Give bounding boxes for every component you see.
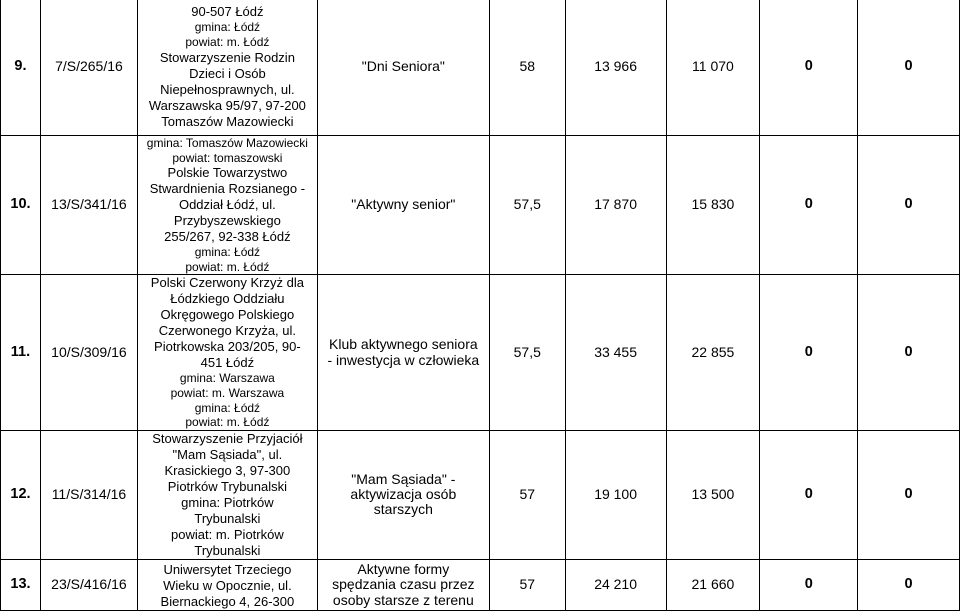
- org-line: Czerwonego Krzyża, ul.: [158, 323, 297, 339]
- org-line: Krasickiego 3, 97-300: [164, 462, 291, 478]
- task-title: "Dni Seniora": [317, 0, 489, 136]
- reference-number: 13/S/341/16: [40, 136, 137, 275]
- granted-amount: 0: [760, 559, 858, 610]
- org-line: Wieku w Opocznie, ul.: [163, 577, 292, 593]
- granted-amount: 0: [760, 136, 858, 275]
- granted-amount-2: 0: [858, 275, 960, 430]
- organization-cell: [137, 430, 317, 559]
- requested-amount: 21 660: [666, 559, 760, 610]
- total-cost: 19 100: [565, 430, 666, 559]
- org-line: Tomaszów Mazowiecki: [161, 113, 294, 129]
- row-number: 10.: [1, 136, 41, 275]
- org-line: Biernackiego 4, 26-300: [160, 593, 295, 609]
- requested-amount: 13 500: [666, 430, 760, 559]
- organization-cell: [137, 136, 317, 275]
- org-line: powiat: m. Warszawa: [170, 385, 285, 400]
- org-line: "Mam Sąsiada", ul.: [172, 446, 283, 462]
- table-row: [1, 0, 960, 136]
- org-line: powiat: m. Piotrków: [171, 526, 284, 542]
- org-line: gmina: Tomaszów Mazowiecki: [146, 136, 308, 150]
- table-row: [1, 430, 960, 559]
- org-line: Trybunalski: [194, 510, 261, 526]
- reference-number: 7/S/265/16: [40, 0, 137, 136]
- task-title: [317, 430, 489, 559]
- granted-amount: 0: [760, 275, 858, 430]
- task-title: [317, 559, 489, 610]
- org-line: Piotrków Trybunalski: [167, 478, 287, 494]
- organization-cell: [137, 559, 317, 610]
- org-line: Stwardnienia Rozsianego -: [149, 181, 306, 197]
- org-line: Dzieci i Osób: [189, 65, 266, 81]
- org-line: powiat: m. Łódź: [185, 415, 270, 430]
- org-line: Trybunalski: [194, 542, 261, 558]
- requested-amount: 15 830: [666, 136, 760, 275]
- row-number: 13.: [1, 559, 41, 610]
- org-line: Oddział Łódź, ul.: [178, 197, 276, 213]
- granted-amount: 0: [760, 0, 858, 136]
- org-line: Łódzkiego Oddziału: [170, 291, 285, 307]
- task-title: "Aktywny senior": [317, 136, 489, 275]
- task-line: Aktywne formy: [357, 560, 450, 577]
- points: 57,5: [489, 136, 565, 275]
- org-line: gmina: Łódź: [194, 20, 261, 35]
- org-line: 451 Łódź: [200, 355, 255, 371]
- task-line: starszych: [373, 501, 433, 518]
- org-line: powiat: m. Łódź: [185, 35, 270, 49]
- org-line: gmina: Łódź: [194, 245, 261, 260]
- organization-cell: [137, 275, 317, 430]
- granted-amount-2: 0: [858, 430, 960, 559]
- task-title: [317, 275, 489, 430]
- granted-amount-2: 0: [858, 0, 960, 136]
- task-line: Klub aktywnego seniora: [329, 336, 478, 353]
- org-line: powiat: m. Łódź: [185, 259, 270, 274]
- total-cost: 17 870: [565, 136, 666, 275]
- org-line: gmina: Piotrków: [181, 494, 274, 510]
- points: 57,5: [489, 275, 565, 430]
- total-cost: 24 210: [565, 559, 666, 610]
- task-line: "Mam Sąsiada" -: [351, 470, 456, 487]
- reference-number: 10/S/309/16: [40, 275, 137, 430]
- org-line: gmina: Warszawa: [179, 371, 275, 386]
- total-cost: 33 455: [565, 275, 666, 430]
- org-line: Warszawska 95/97, 97-200: [148, 97, 306, 113]
- table-row: [1, 275, 960, 430]
- org-line: Przybyszewskiego: [173, 213, 281, 229]
- row-number: 12.: [1, 430, 41, 559]
- requested-amount: 22 855: [666, 275, 760, 430]
- granted-amount-2: 0: [858, 559, 960, 610]
- organization-cell: [137, 0, 317, 136]
- task-line: spędzania czasu przez: [332, 576, 475, 593]
- reference-number: 11/S/314/16: [40, 430, 137, 559]
- org-line: Stowarzyszenie Przyjaciół: [152, 430, 303, 446]
- row-number: 11.: [1, 275, 41, 430]
- org-line: powiat: tomaszowski: [172, 150, 283, 165]
- org-line: Polski Czerwony Krzyż dla: [150, 275, 304, 291]
- org-line: Okręgowego Polskiego: [160, 307, 295, 323]
- total-cost: 13 966: [565, 0, 666, 136]
- granted-amount-2: 0: [858, 136, 960, 275]
- task-line: aktywizacja osób: [350, 486, 457, 503]
- row-number: 9.: [1, 0, 41, 136]
- org-line: Stowarzyszenie Rodzin: [159, 49, 295, 65]
- points: 57: [489, 430, 565, 559]
- points: 58: [489, 0, 565, 136]
- granted-amount: 0: [760, 430, 858, 559]
- table-row: [1, 559, 960, 610]
- org-line: Uniwersytet Trzeciego: [163, 561, 292, 577]
- reference-number: 23/S/416/16: [40, 559, 137, 610]
- org-line: Polskie Towarzystwo: [167, 165, 288, 181]
- org-line: 255/267, 92-338 Łódź: [164, 229, 291, 245]
- requested-amount: 11 070: [666, 0, 760, 136]
- org-line: 90-507 Łódź: [191, 4, 264, 20]
- org-line: Piotrkowska 203/205, 90-: [154, 339, 301, 355]
- points: 57: [489, 559, 565, 610]
- org-line: Niepełnosprawnych, ul.: [160, 81, 295, 97]
- org-line: gmina: Łódź: [194, 400, 261, 415]
- table-row: [1, 136, 960, 275]
- task-line: osoby starsze z terenu: [332, 591, 474, 608]
- task-line: - inwestycja w człowieka: [327, 351, 480, 368]
